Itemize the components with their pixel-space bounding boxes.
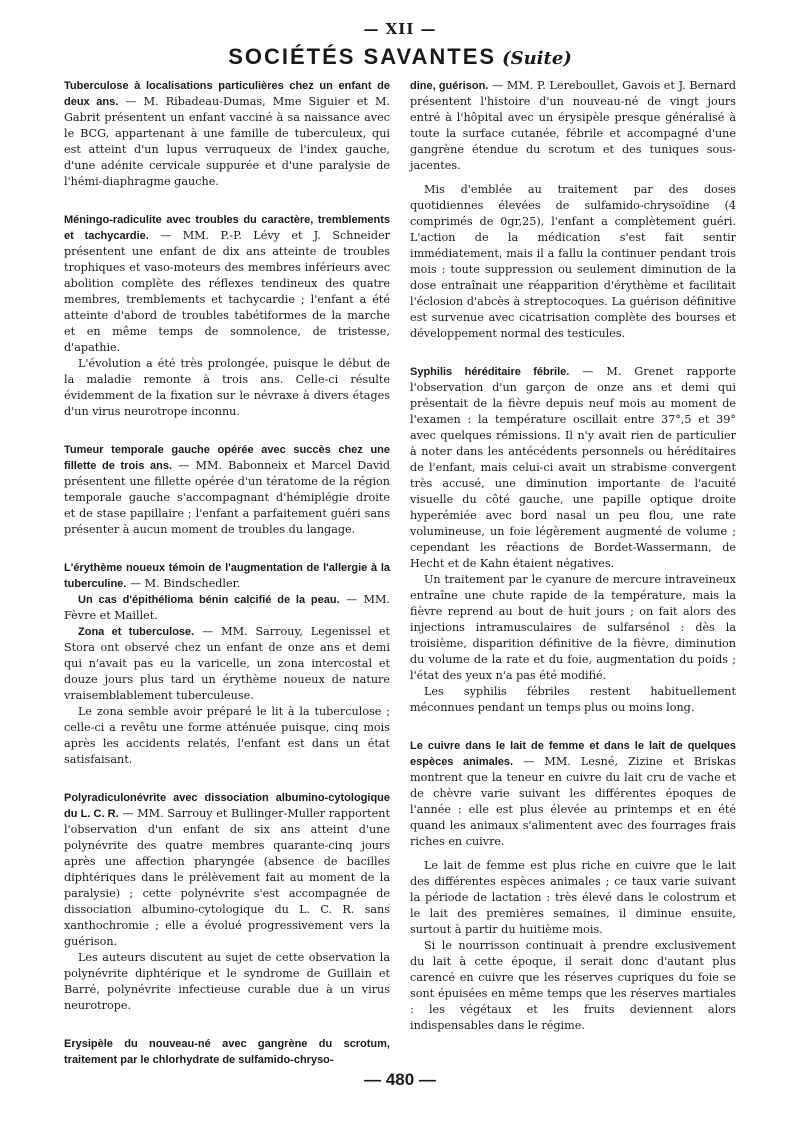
article-title: Tuberculose à localisations particulières chez un enfant de deux ans. <box>64 80 390 108</box>
article-body: — MM. Sarrouy et Bullinger-Muller rapportent l'observation d'un enfant de six ans atteint d'une polynévrite des quatre membres quarante-cinq jours après une affection pharyngée (absence de bacilles diphtériques dans le prélèvement fait au moment de la paralysie) ; cette polynévrite s'est accompagnée de dissociation albumino-cytologique du L. C. R. sans xanthochromie ; elle a évolué progressivement vers la guérison. <box>64 807 390 948</box>
article-group-short <box>64 560 390 768</box>
article-title: Syphilis héréditaire fébrile. <box>410 366 570 378</box>
article-body: — M. Bindschedler. <box>126 577 241 590</box>
article-tumeur-temporale <box>64 442 390 538</box>
article-polyradiculonevrite <box>64 790 390 1014</box>
article-erysipele-cont <box>410 78 736 342</box>
article-paragraph: Si le nourrisson continuait à prendre exclusivement du lait à cette époque, il serait donc d'autant plus carencé en cuivre que les réserves cupriques du foie se sont épuisées en même temps que les réserves martiales : les végétaux et les fruits deviennent alors indispensables dans le régime. <box>410 939 736 1032</box>
article-body: — MM. Lesné, Zizine et Briskas montrent que la teneur en cuivre du lait cru de vache et de chèvre varie suivant les différentes époques de l'année : elle est plus élevée au printemps et en été quand les animaux s'alimentent avec des fourrages frais riches en cuivre. <box>410 755 736 848</box>
title-suffix: (Suite) <box>502 48 572 69</box>
article-title: Polyradiculonévrite avec dissociation albumino-cytologique du L. C. R. <box>64 792 390 820</box>
article-syphilis <box>410 364 736 716</box>
title-text: SOCIÉTÉS SAVANTES <box>228 44 497 69</box>
article-title: Le cuivre dans le lait de femme et dans le lait de quelques espèces animales. <box>410 740 736 768</box>
article-paragraph: Le zona semble avoir préparé le lit à la tuberculose ; celle-ci a revêtu une forme atténuée puisque, cinq mois après les accidents relatés, l'enfant est dans un état satisfaisant. <box>64 705 390 766</box>
article-body: — MM. Sarrouy, Legenissel et Stora ont observé chez un enfant de onze ans et demi qui n'avait pas eu la varicelle, un zona intercostal et douze jours plus tard un érythème noueux de nature vraisemblablement tuberculeuse. <box>64 625 390 702</box>
article-meningo-radiculite <box>64 212 390 420</box>
article-tuberculose <box>64 78 390 190</box>
article-body: — MM. P. Lereboullet, Gavois et J. Bernard présentent l'histoire d'un nouveau-né de vingt jours entré à l'hôpital avec un érysipèle presque généralisé à toute la surface cutanée, fébrile et accompagné d'une gangrène étendue du scrotum et des tuniques sous-jacentes. <box>410 79 737 172</box>
page-roman-numeral: — XII — <box>363 20 437 38</box>
article-body: — MM. Babonneix et Marcel David présentent une fillette opérée d'un tératome de la région temporale gauche s'accompagnant d'hémiplégie droite et de stase papillaire ; l'enfant a parfaitement guéri sans présenter à aucun moment de troubles du langage. <box>64 459 390 536</box>
article-title: Erysipèle du nouveau-né avec gangrène du scrotum, traitement par le chlorhydrate de sulfamido-chryso- <box>64 1038 390 1066</box>
article-title: Méningo-radiculite avec troubles du caractère, tremblements et tachycardie. <box>64 214 390 242</box>
article-paragraph: Le lait de femme est plus riche en cuivre que le lait des différentes espèces animales ; ce taux varie suivant la période de lactation : très élevé dans le colostrum et le lait des premières semaines, il diminue ensuite, surtout à partir du huitième mois. <box>410 859 736 936</box>
article-body: — MM. Fèvre et Maillet. <box>64 593 390 622</box>
article-paragraph: Les auteurs discutent au sujet de cette observation la polynévrite diphtérique et le syndrome de Guillain et Barré, polynévrite infectieuse curable due à un virus neurotrope. <box>64 951 390 1012</box>
article-body: — MM. P.-P. Lévy et J. Schneider présentent une enfant de dix ans atteinte de troubles trophiques et vaso-moteurs des membres inférieurs avec abolition complète des réflexes tendineux des quatre membres, tremblements et tachycardie ; l'enfant a été atteinte d'abord de troubles tabétiformes de la marche et en même temps de somnolence, de tristesse, d'apathie. <box>64 229 390 354</box>
article-title: Zona et tuberculose. <box>78 626 195 638</box>
article-paragraph: Mis d'emblée au traitement par des doses quotidiennes élevées de sulfamido-chrysoïdine (4 comprimés de 0gr,25), l'enfant a complètement guéri. L'action de la médication s'est fait sentir immédiatement, mais il a fallu la continuer pendant trois mois : toute suppression ou seulement diminution de la dose entraînait une réapparition d'érythème et facilitait l'éclosion d'abcès à streptocoques. La guérison définitive est survenue avec cicatrisation complète des bourses et développement normal des testicules. <box>410 183 736 340</box>
article-body: — M. Grenet rapporte l'observation d'un garçon de onze ans et demi qui présentait de la fièvre depuis neuf mois au moment de l'examen : la température oscillait entre 37°,5 et 39° avec quelques rémissions. Il n'y avait rien de particulier à noter dans les antécédents personnels ou héréditaires de l'enfant, mais celui-ci avait un strabisme convergent très accusé, une diminution importante de l'acuité visuelle du côté gauche, une papille optique droite hyperémiée avec bord nasal un peu flou, une rate volumineuse, un foie légèrement augmenté de volume ; cependant les réactions de Bordet-Wassermann, de Hecht et de Kahn étaient négatives. <box>410 365 736 570</box>
left-column <box>64 78 390 1090</box>
article-title-cont: dine, guérison. <box>410 80 489 92</box>
article-erysipele-start <box>64 1036 390 1068</box>
article-cuivre <box>410 738 736 1034</box>
page-number: — 480 — <box>364 1070 436 1089</box>
article-title: Un cas d'épithélioma bénin calcifié de la peau. <box>78 594 340 606</box>
article-title: L'érythème noueux témoin de l'augmentation de l'allergie à la tuberculine. <box>64 562 390 590</box>
right-column <box>410 78 736 1056</box>
page-title <box>0 44 800 70</box>
article-paragraph: Les syphilis fébriles restent habituellement méconnues pendant un temps plus ou moins long. <box>410 685 736 714</box>
article-body: — M. Ribadeau-Dumas, Mme Siguier et M. Gabrit présentent un enfant vacciné à sa naissance avec le BCG, appartenant à une famille de tuberculeux, qui est atteint d'un lupus verruqueux de l'index gauche, d'une adénite cervicale suppurée et d'une paralysie de l'hémi-diaphragme gauche. <box>64 95 390 188</box>
article-paragraph: Un traitement par le cyanure de mercure intraveineux entraîne une chute rapide de la température, mais la fièvre reprend au bout de huit jours ; on fait alors des injections intramusculaires de sulfarsénol : dès la troisième, disparition définitive de la fièvre, diminution du volume de la rate et du foie, augmentation du poids ; l'état des yeux n'a pas été modifié. <box>410 573 736 682</box>
article-title: Tumeur temporale gauche opérée avec succès chez une fillette de trois ans. <box>64 444 390 472</box>
article-paragraph: L'évolution a été très prolongée, puisque le début de la maladie remonte à trois ans. Celle-ci résulte évidemment de la fixation sur le névraxe à divers étages d'un virus neurotrope inconnu. <box>64 357 390 418</box>
